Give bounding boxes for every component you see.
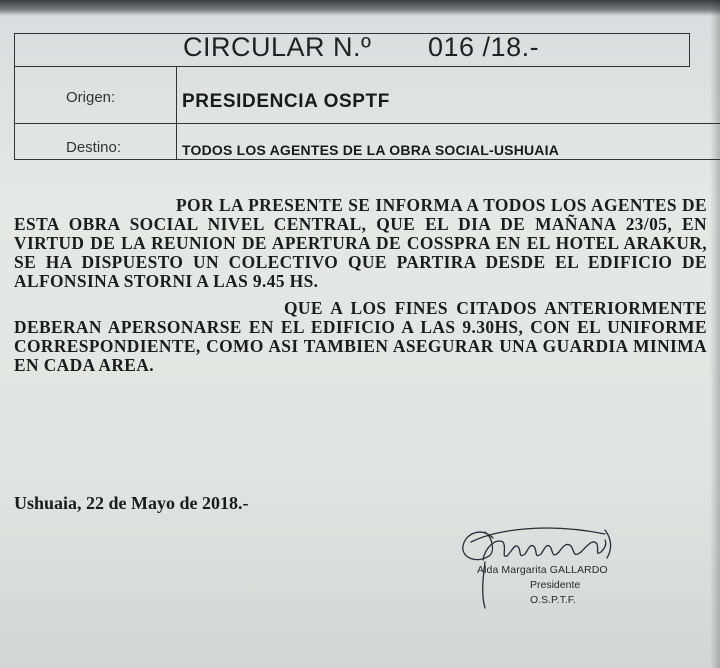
circular-title: CIRCULAR N.º <box>183 32 372 62</box>
date-line: Ushuaia, 22 de Mayo de 2018.- <box>14 493 249 513</box>
destino-value: TODOS LOS AGENTES DE LA OBRA SOCIAL-USHUAIA <box>182 142 560 158</box>
signatory-organization: O.S.P.T.F. <box>530 594 576 606</box>
column-divider <box>176 124 177 159</box>
signatory-name: Alda Margarita GALLARDO <box>477 564 608 576</box>
origen-label: Origen: <box>66 89 116 106</box>
body-paragraph-2: QUE A LOS FINES CITADOS ANTERIORMENTE DEBERAN APERSONARSE EN EL EDIFICIO A LAS 9.30HS, CON EL UNIFORME CORRESPONDIENTE, COMO ASI TAMBIEN ASEGURAR UNA GUARDIA MINIMA EN CADA AREA. <box>14 298 707 375</box>
destino-label: Destino: <box>66 139 122 156</box>
circular-number: 016 /18.- <box>428 32 540 62</box>
signatory-role: Presidente <box>530 579 581 591</box>
origen-value: PRESIDENCIA OSPTF <box>182 91 390 112</box>
right-shadow-edge <box>710 0 720 668</box>
circular-body <box>14 196 707 375</box>
column-divider <box>176 67 177 123</box>
top-shadow-edge <box>0 0 720 16</box>
body-paragraph-1: POR LA PRESENTE SE INFORMA A TODOS LOS AGENTES DE ESTA OBRA SOCIAL NIVEL CENTRAL, QUE EL DIA DE MAÑANA 23/05, EN VIRTUD DE LA REUNION DE APERTURA DE COSSPRA EN EL HOTEL ARAKUR, SE HA DISPUESTO UN COLECTIVO QUE PARTIRA DESDE EL EDIFICIO DE ALFONSINA STORNI A LAS 9.45 HS. <box>14 195 707 291</box>
signature-block <box>455 508 645 618</box>
